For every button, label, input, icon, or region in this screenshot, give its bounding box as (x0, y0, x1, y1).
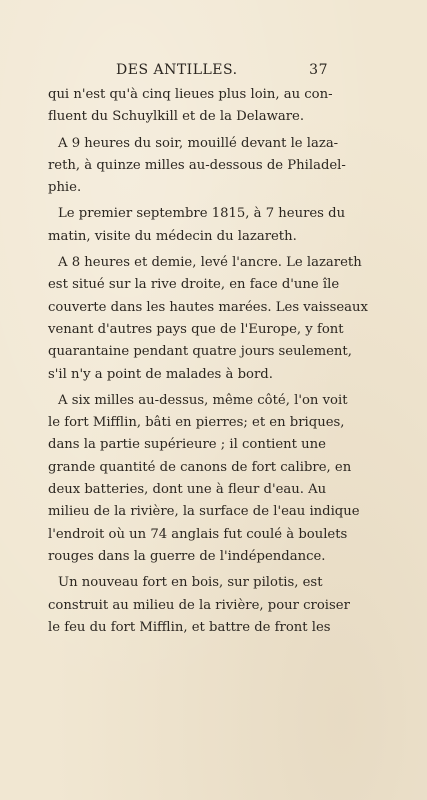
running-title: DES ANTILLES. (116, 62, 238, 78)
text-line: Le premier septembre 1815, à 7 heures du (58, 206, 346, 222)
text-line: le feu du fort Mifflin, et battre de front les (48, 619, 331, 635)
text-line: deux batteries, dont une à fleur d'eau. Au (48, 482, 327, 498)
text-line: reth, à quinze milles au-dessous de Philadel- (48, 157, 346, 173)
text-line: le fort Mifflin, bâti en pierres; et en briques, (48, 415, 345, 431)
page-number: 37 (309, 62, 328, 78)
body-text (48, 84, 368, 639)
text-line: venant d'autres pays que de l'Europe, y font (48, 321, 344, 337)
text-line: qui n'est qu'à cinq lieues plus loin, au con- (48, 87, 333, 102)
text-line: est situé sur la rive droite, en face d'une île (48, 277, 340, 293)
text-line: fluent du Schuylkill et de la Delaware. (48, 109, 305, 125)
text-line: dans la partie supérieure ; il contient une (48, 437, 326, 453)
text-line: A six milles au-dessus, même côté, l'on voit (58, 392, 348, 408)
text-line: rouges dans la guerre de l'indépendance. (48, 548, 326, 564)
text-line: construit au milieu de la rivière, pour croiser (48, 597, 350, 613)
text-line: grande quantité de canons de fort calibre, en (48, 459, 352, 475)
text-line: A 8 heures et demie, levé l'ancre. Le lazareth (58, 255, 362, 271)
text-line: Un nouveau fort en bois, sur pilotis, est (58, 575, 323, 591)
running-head (96, 62, 328, 82)
text-line: milieu de la rivière, la surface de l'eau indique (48, 504, 360, 520)
text-line: couverte dans les hautes marées. Les vaisseaux (48, 299, 368, 315)
text-line: quarantaine pendant quatre jours seulement, (48, 344, 352, 360)
text-line: l'endroit où un 74 anglais fut coulé à boulets (48, 526, 348, 542)
text-line: matin, visite du médecin du lazareth. (48, 228, 297, 244)
text-line: A 9 heures du soir, mouillé devant le laza- (58, 135, 339, 151)
text-line: s'il n'y a point de malades à bord. (48, 366, 273, 382)
text-line: phie. (48, 180, 82, 196)
